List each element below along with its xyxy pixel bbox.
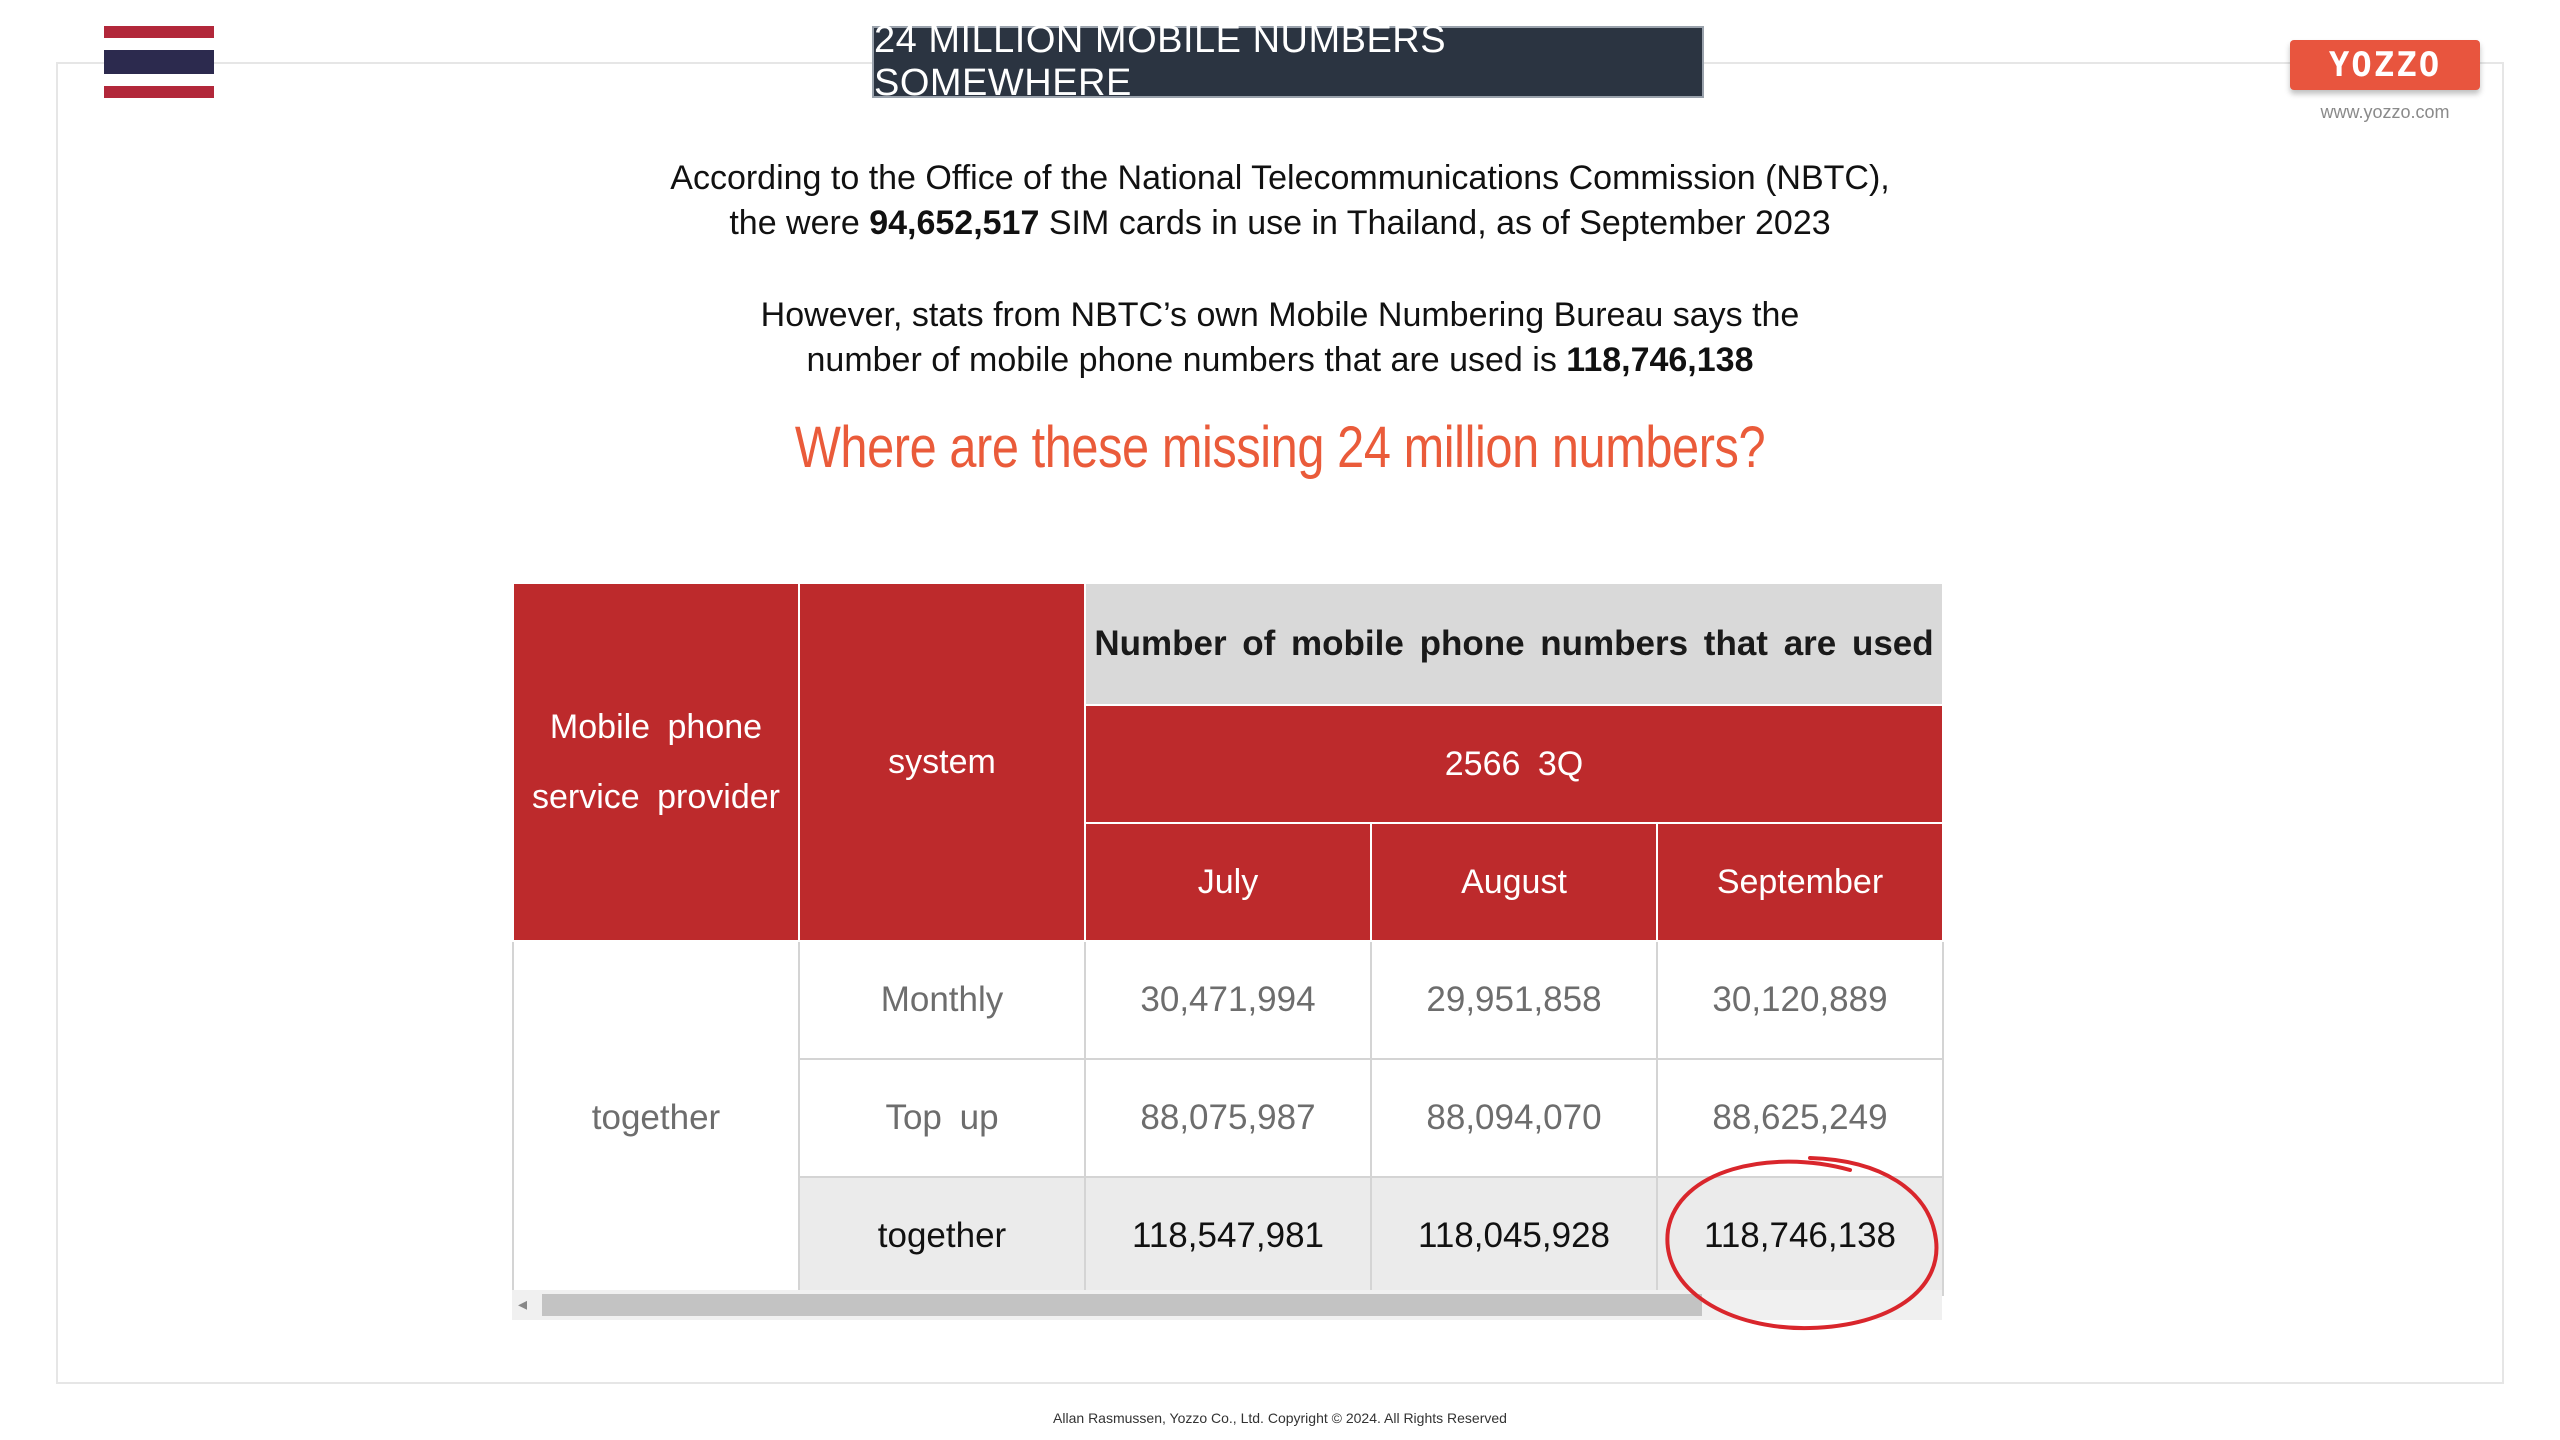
value-cell: 29,951,858 [1371,941,1657,1059]
page-title: 24 MILLION MOBILE NUMBERS SOMEWHERE [874,19,1447,104]
intro-line-4-pre: number of mobile phone numbers that are used is [806,341,1567,379]
intro-line-2-pre: the were [729,204,870,242]
provider-header-line2: service provider [532,778,780,816]
provider-header [513,583,799,941]
month-header-july: July [1085,823,1371,941]
logo-text: YOZZO [2328,45,2442,85]
intro-line-2 [0,201,2560,246]
group-header: Number of mobile phone numbers that are used [1085,583,1943,705]
month-header-august: August [1371,823,1657,941]
scrollbar-thumb[interactable] [542,1294,1702,1316]
system-cell: Top up [799,1059,1085,1177]
value-cell: 30,471,994 [1085,941,1371,1059]
intro-line-2-post: SIM cards in use in Thailand, as of September 2023 [1039,204,1831,242]
intro-paragraph-1 [0,156,2560,246]
intro-line-1: According to the Office of the National Telecommunications Commission (NBTC), [670,159,1890,197]
system-header: system [799,583,1085,941]
sim-count: 94,652,517 [869,204,1040,242]
intro-paragraph-2 [0,293,2560,383]
value-cell: 88,094,070 [1371,1059,1657,1177]
numbers-table [512,582,1942,1324]
horizontal-scrollbar[interactable] [512,1290,1942,1320]
total-value-cell: 118,547,981 [1085,1177,1371,1295]
value-cell: 88,075,987 [1085,1059,1371,1177]
yozzo-logo [2290,40,2480,90]
intro-line-4 [0,338,2560,383]
total-value-cell: 118,746,138 [1657,1177,1943,1295]
total-value-cell: 118,045,928 [1371,1177,1657,1295]
question-heading: Where are these missing 24 million numbers? [794,415,1766,480]
title-banner [872,19,1704,104]
logo-url: www.yozzo.com [2320,102,2450,122]
system-cell: Monthly [799,941,1085,1059]
month-header-september: September [1657,823,1943,941]
scroll-left-icon[interactable]: ◂ [518,1294,528,1314]
numbers-used-count: 118,746,138 [1566,341,1754,379]
intro-line-3: However, stats from NBTC’s own Mobile Numbering Bureau says the [760,296,1800,334]
provider-header-line1: Mobile phone [549,708,763,746]
footer-copyright: Allan Rasmussen, Yozzo Co., Ltd. Copyright © 2024. All Rights Reserved [1053,1410,1507,1426]
thailand-flag-icon [104,26,214,98]
period-header: 2566 3Q [1085,705,1943,823]
value-cell: 30,120,889 [1657,941,1943,1059]
value-cell: 88,625,249 [1657,1059,1943,1177]
table-row [513,941,1943,1059]
system-cell: together [799,1177,1085,1295]
provider-cell: together [513,941,799,1295]
